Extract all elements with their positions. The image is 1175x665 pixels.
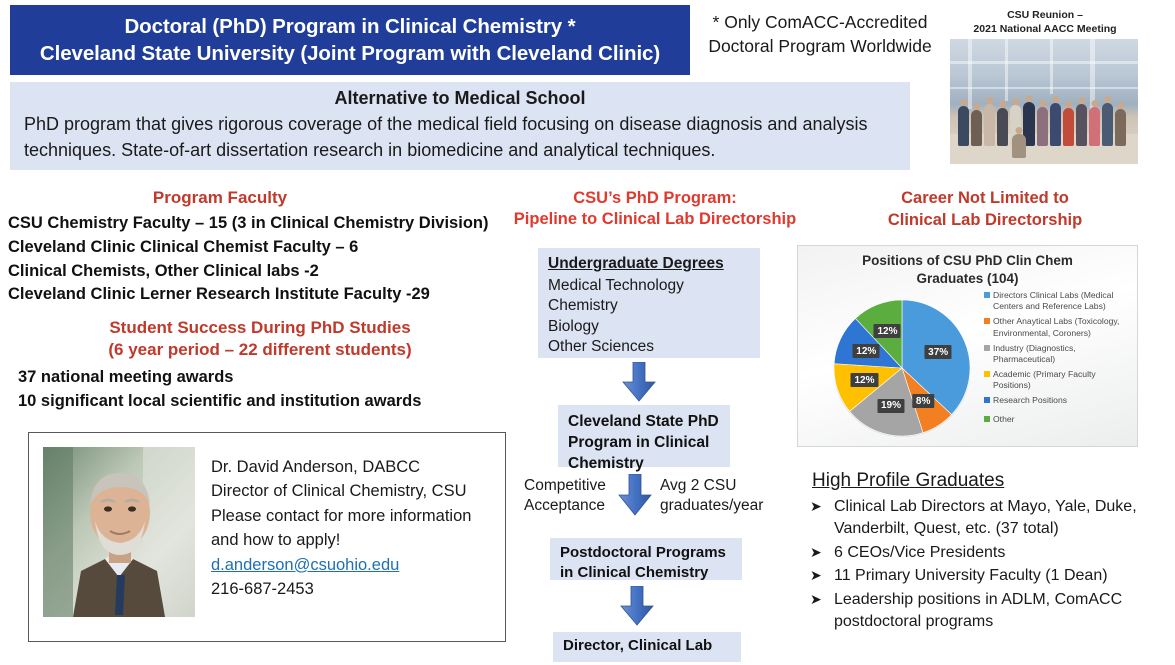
flow-box-postdoctoral-programs: Postdoctoral Programs in Clinical Chemistry xyxy=(550,538,742,580)
reunion-caption-line-2: 2021 National AACC Meeting xyxy=(973,23,1117,36)
list-item xyxy=(810,496,1175,541)
list-item: Cleveland Clinic Lerner Research Institute Faculty -29 xyxy=(8,285,430,304)
student-success-heading xyxy=(10,317,510,362)
pie-chart xyxy=(826,296,978,441)
list-item-label: 6 CEOs/Vice Presidents xyxy=(834,543,1006,561)
contact-invite-line-2: and how to apply! xyxy=(211,531,341,550)
accreditation-note xyxy=(700,10,940,58)
director-portrait-photo xyxy=(43,447,195,617)
legend-label: Other Anaytical Labs (Toxicology, Environmental, Coroners) xyxy=(993,316,1120,338)
list-item: Chemistry xyxy=(548,297,618,315)
pie-slices xyxy=(826,296,978,441)
pipeline-heading-line-1: CSU’s PhD Program: xyxy=(573,189,737,207)
alternative-to-medical-school-box xyxy=(10,82,910,170)
accreditation-note-line-2: Doctoral Program Worldwide xyxy=(708,36,932,57)
accreditation-note-line-1: * Only ComACC-Accredited xyxy=(712,12,928,32)
list-item: 10 significant local scientific and institution awards xyxy=(18,391,422,410)
list-item xyxy=(810,589,1175,634)
pie-slice-label: 12% xyxy=(851,373,878,387)
list-item-label: 11 Primary University Faculty (1 Dean) xyxy=(834,567,1108,585)
student-success-list xyxy=(18,366,538,414)
pie-slice-label: 12% xyxy=(853,344,880,358)
reunion-photo-caption xyxy=(950,8,1140,36)
program-faculty-heading: Program Faculty xyxy=(152,188,288,207)
chart-title xyxy=(798,252,1137,287)
legend-swatch xyxy=(984,371,990,377)
high-profile-graduates-heading: High Profile Graduates xyxy=(812,470,1005,491)
legend-item xyxy=(984,395,1134,406)
pie-slice-label: 19% xyxy=(877,399,904,413)
reunion-photo-block xyxy=(950,8,1140,168)
flow-box-cleveland-state-phd-program: Cleveland State PhD Program in Clinical Chemistry xyxy=(558,405,730,467)
career-heading xyxy=(840,188,1130,232)
flow-box-undergraduate-degrees xyxy=(538,248,760,358)
list-item: Medical Technology xyxy=(548,276,684,294)
legend-label: Academic (Primary Faculty Positions) xyxy=(993,369,1096,391)
student-success-heading-line-1: Student Success During PhD Studies xyxy=(109,318,411,337)
legend-label: Directors Clinical Labs (Medical Centers and Reference Labs) xyxy=(993,290,1114,312)
legend-item xyxy=(984,343,1134,366)
list-item-label: Leadership positions in ADLM, ComACC postdoctoral programs xyxy=(834,590,1123,630)
legend-item xyxy=(984,316,1134,339)
legend-swatch xyxy=(984,397,990,403)
list-item: CSU Chemistry Faculty – 15 (3 in Clinical Chemistry Division) xyxy=(8,214,489,232)
arrow-bullet-icon: ➤ xyxy=(810,543,822,560)
list-item xyxy=(810,542,1175,564)
career-heading-line-1: Career Not Limited to xyxy=(901,189,1069,207)
legend-swatch xyxy=(984,416,990,422)
poster-title-line-1: Doctoral (PhD) Program in Clinical Chemistry * xyxy=(124,14,576,38)
arrow-bullet-icon: ➤ xyxy=(810,567,822,584)
chart-title-line-1: Positions of CSU PhD Clin Chem xyxy=(862,253,1073,268)
legend-swatch xyxy=(984,345,990,351)
reunion-caption-line-1: CSU Reunion – xyxy=(1007,9,1083,21)
contact-details xyxy=(211,455,497,601)
portrait-figure xyxy=(43,447,195,617)
legend-swatch xyxy=(984,318,990,324)
arrow-bullet-icon: ➤ xyxy=(810,498,822,514)
reunion-group-photo xyxy=(950,39,1138,164)
flow-arrow-down-icon xyxy=(620,586,654,626)
pie-slice-label: 37% xyxy=(925,345,952,359)
undergrad-box-title: Undergraduate Degrees xyxy=(548,255,724,272)
legend-label: Industry (Diagnostics, Pharmaceutical) xyxy=(993,342,1076,365)
list-item: Other Sciences xyxy=(548,338,654,356)
legend-label: Other xyxy=(993,413,1015,424)
positions-pie-chart-panel xyxy=(797,245,1138,447)
list-item xyxy=(810,565,1175,587)
avg-graduates-line-2: graduates/year xyxy=(660,497,764,515)
legend-label: Research Positions xyxy=(993,395,1068,406)
avg-graduates-label xyxy=(660,476,780,517)
contact-card xyxy=(28,432,506,642)
list-item: Biology xyxy=(548,317,599,335)
student-success-heading-line-2: (6 year period – 22 different students) xyxy=(108,340,412,360)
contact-email-link[interactable]: d.anderson@csuohio.edu xyxy=(211,555,400,574)
list-item: Cleveland Clinic Clinical Chemist Faculty – 6 xyxy=(8,237,359,256)
legend-item xyxy=(984,369,1134,392)
chart-title-line-2: Graduates (104) xyxy=(916,270,1019,286)
flow-arrow-down-icon xyxy=(622,362,656,402)
alternative-box-body: PhD program that gives rigorous coverage of the medical field focusing on disease diagnosis and analysis techniques. State-of-art dissertation research in biomedicine and analytical techniques. xyxy=(24,114,868,160)
avg-graduates-line-1: Avg 2 CSU xyxy=(660,477,737,494)
contact-name: Dr. David Anderson, DABCC xyxy=(211,458,421,476)
contact-role: Director of Clinical Chemistry, CSU xyxy=(211,482,467,501)
poster-title-banner xyxy=(10,5,690,75)
chart-legend xyxy=(984,290,1134,429)
career-heading-line-2: Clinical Lab Directorship xyxy=(887,210,1083,229)
legend-item xyxy=(984,414,1134,425)
arrow-bullet-icon: ➤ xyxy=(810,590,822,607)
pipeline-heading-line-2: Pipeline to Clinical Lab Directorship xyxy=(513,210,797,229)
legend-item xyxy=(984,290,1134,313)
alternative-box-title: Alternative to Medical School xyxy=(334,88,586,108)
pie-slice-label: 8% xyxy=(912,394,933,408)
pie-slice-label: 12% xyxy=(874,324,901,338)
poster-title-line-2: Cleveland State University (Joint Program with Cleveland Clinic) xyxy=(39,42,661,65)
flow-box-director-clinical-lab: Director, Clinical Lab xyxy=(553,632,741,662)
competitive-acceptance-line-2: Acceptance xyxy=(524,497,605,515)
program-faculty-list xyxy=(8,212,528,307)
high-profile-graduates-list xyxy=(810,496,1175,634)
flow-arrow-down-icon xyxy=(618,474,652,516)
list-item: 37 national meeting awards xyxy=(18,368,234,386)
contact-phone: 216-687-2453 xyxy=(211,580,314,599)
competitive-acceptance-line-1: Competitive xyxy=(524,477,606,494)
list-item: Clinical Chemists, Other Clinical labs -2 xyxy=(8,261,319,280)
list-item-label: Clinical Lab Directors at Mayo, Yale, Duke, Vanderbilt, Quest, etc. (37 total) xyxy=(834,498,1137,538)
pipeline-heading xyxy=(505,188,805,231)
legend-swatch xyxy=(984,292,990,298)
contact-invite-line-1: Please contact for more information xyxy=(211,506,472,525)
competitive-acceptance-label xyxy=(524,476,629,517)
